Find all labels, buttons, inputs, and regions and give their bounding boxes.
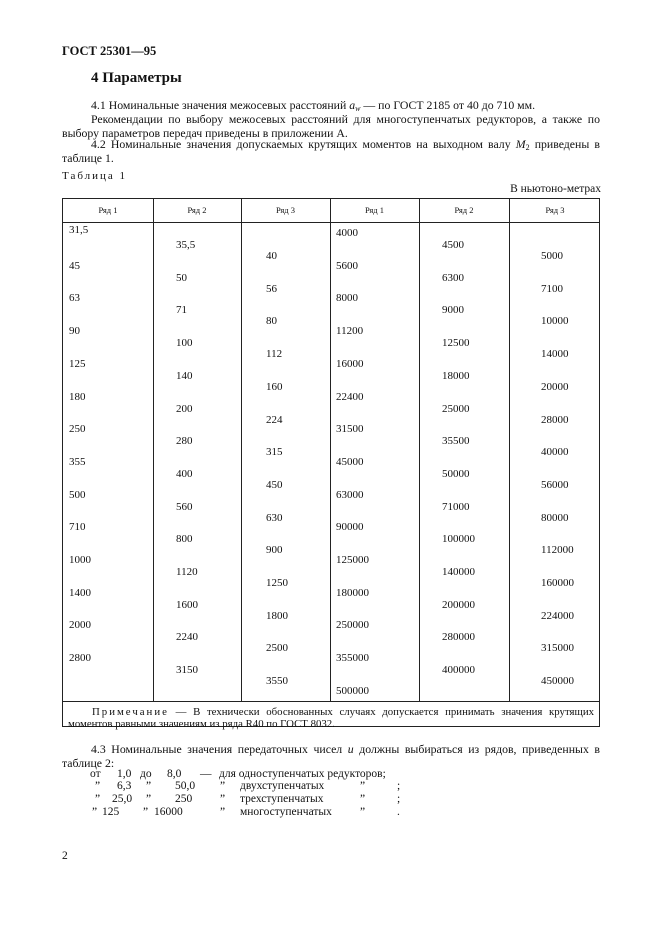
table-cell: 50000 xyxy=(442,467,470,480)
table-cell: 200 xyxy=(176,402,193,415)
table-cell: 40000 xyxy=(541,446,569,459)
table-cell: 180 xyxy=(69,390,86,403)
paragraph-4-1: 4.1 Номинальные значения межосевых расстояний $a_w$ — по ГОСТ 2185 от 40 до 710 мм. xyxy=(91,98,536,113)
table-cell: 35,5 xyxy=(176,239,196,251)
table-cell: 100000 xyxy=(442,533,475,546)
document-header: ГОСТ 25301—95 xyxy=(62,44,157,58)
table-cell: 125000 xyxy=(336,554,369,566)
table-cell: 28000 xyxy=(541,413,569,426)
table-cell: 8000 xyxy=(336,292,358,305)
table-cell: 160 xyxy=(266,380,283,393)
table-cell: 56000 xyxy=(541,478,569,491)
table-column-divider xyxy=(241,199,242,701)
table-row-divider xyxy=(63,222,599,223)
note-label: Примечание xyxy=(92,706,169,718)
table-cell: 2000 xyxy=(69,619,91,632)
table-cell: 500 xyxy=(69,488,86,501)
table-cell: 450000 xyxy=(541,675,574,688)
table-cell: 2800 xyxy=(69,652,91,665)
table-cell: 63 xyxy=(69,292,80,305)
table-cell: 3550 xyxy=(266,675,288,688)
table-cell: 900 xyxy=(266,544,283,557)
table-cell: 16000 xyxy=(336,357,364,370)
table-column-divider xyxy=(153,199,154,701)
table-cell: 5600 xyxy=(336,259,358,272)
table-header-cell: Ряд 1 xyxy=(98,205,118,215)
table-row-divider xyxy=(63,701,599,702)
table-cell: 80 xyxy=(266,315,277,328)
table-cell: 35500 xyxy=(442,435,470,448)
table-note xyxy=(68,706,594,730)
table-cell: 1400 xyxy=(69,586,91,599)
table-cell: 140 xyxy=(176,369,193,382)
table-cell: 80000 xyxy=(541,511,569,524)
table-cell: 56 xyxy=(266,282,277,295)
table-cell: 1800 xyxy=(266,609,288,622)
table-cell: 4000 xyxy=(336,227,358,239)
table-units: В ньютоно-метрах xyxy=(510,183,601,195)
table-cell: 90000 xyxy=(336,521,364,534)
table-cell: 9000 xyxy=(442,304,464,317)
note-text: — В технически обоснованных случаях допускается принимать значения крутящих моментов равными значениям из ряда R40 по ГОСТ 8032. xyxy=(68,706,594,730)
table-header-cell: Ряд 3 xyxy=(275,205,295,215)
paragraph-4-2: 4.2 Номинальные значения допускаемых крутящих моментов на выходном валу $M_2$ приведены в таблице 1. xyxy=(62,137,600,165)
torque-table xyxy=(62,198,600,730)
paragraph-4-1-recommendation: Рекомендации по выбору межосевых расстояний для многоступенчатых редукторов, а также по выбору параметров передач приведены в приложении А. xyxy=(62,112,600,140)
table-cell: 200000 xyxy=(442,598,475,611)
table-cell: 2240 xyxy=(176,631,198,644)
section-title: 4 Параметры xyxy=(91,70,182,86)
table-cell: 40 xyxy=(266,250,277,262)
table-cell: 125 xyxy=(69,357,86,370)
table-header-cell: Ряд 2 xyxy=(454,205,474,215)
table-cell: 63000 xyxy=(336,488,364,501)
table-cell: 400000 xyxy=(442,664,475,677)
table-cell: 12500 xyxy=(442,337,470,350)
table-cell: 5000 xyxy=(541,250,563,262)
table-cell: 250000 xyxy=(336,619,369,632)
table-cell: 1000 xyxy=(69,554,91,566)
table-cell: 250 xyxy=(69,423,86,436)
table-cell: 160000 xyxy=(541,577,574,589)
table-column-divider xyxy=(419,199,420,701)
table-cell: 20000 xyxy=(541,380,569,393)
table-cell: 45000 xyxy=(336,455,364,468)
table-cell: 280 xyxy=(176,435,193,448)
table-cell: 22400 xyxy=(336,390,364,403)
table-cell: 140000 xyxy=(442,566,475,578)
table-cell: 355000 xyxy=(336,652,369,665)
page-number: 2 xyxy=(62,850,68,862)
table-cell: 50 xyxy=(176,271,187,284)
paragraph-4-3: 4.3 Номинальные значения передаточных чисел u должны выбираться из рядов, приведенных в таблице 2: xyxy=(62,742,600,770)
table-caption: Таблица 1 xyxy=(62,170,128,182)
table-cell: 100 xyxy=(176,337,193,350)
table-cell: 560 xyxy=(176,500,193,513)
table-cell: 31,5 xyxy=(69,224,89,236)
table-cell: 45 xyxy=(69,259,80,272)
table-cell: 3150 xyxy=(176,664,198,677)
table-cell: 280000 xyxy=(442,631,475,644)
table-cell: 1120 xyxy=(176,566,198,578)
table-cell: 355 xyxy=(69,455,86,468)
table-cell: 18000 xyxy=(442,369,470,382)
table-cell: 180000 xyxy=(336,586,369,599)
table-header-cell: Ряд 1 xyxy=(364,205,384,215)
table-column-divider xyxy=(330,199,331,701)
table-cell: 7100 xyxy=(541,282,563,295)
table-cell: 14000 xyxy=(541,348,569,361)
table-cell: 10000 xyxy=(541,315,569,328)
table-cell: 630 xyxy=(266,511,283,524)
table-cell: 224 xyxy=(266,413,283,426)
table-cell: 90 xyxy=(69,325,80,338)
table-header-cell: Ряд 3 xyxy=(545,205,565,215)
table-cell: 11200 xyxy=(336,325,364,338)
table-cell: 112000 xyxy=(541,544,574,557)
table-cell: 400 xyxy=(176,467,193,480)
table-cell: 224000 xyxy=(541,609,574,622)
table-cell: 4500 xyxy=(442,239,464,251)
table-cell: 800 xyxy=(176,533,193,546)
table-cell: 1250 xyxy=(266,577,288,589)
table-cell: 450 xyxy=(266,478,283,491)
table-cell: 25000 xyxy=(442,402,470,415)
table-cell: 710 xyxy=(69,521,86,534)
table-cell: 1600 xyxy=(176,598,198,611)
table-cell: 112 xyxy=(266,348,283,361)
table-cell: 71000 xyxy=(442,500,470,513)
table-cell: 71 xyxy=(176,304,187,317)
table-cell: 2500 xyxy=(266,642,288,655)
table-cell: 500000 xyxy=(336,684,369,697)
table-header-cell: Ряд 2 xyxy=(187,205,207,215)
table-cell: 6300 xyxy=(442,271,464,284)
table-column-divider xyxy=(509,199,510,701)
table-cell: 315000 xyxy=(541,642,574,655)
table-cell: 31500 xyxy=(336,423,364,436)
table-cell: 315 xyxy=(266,446,283,459)
